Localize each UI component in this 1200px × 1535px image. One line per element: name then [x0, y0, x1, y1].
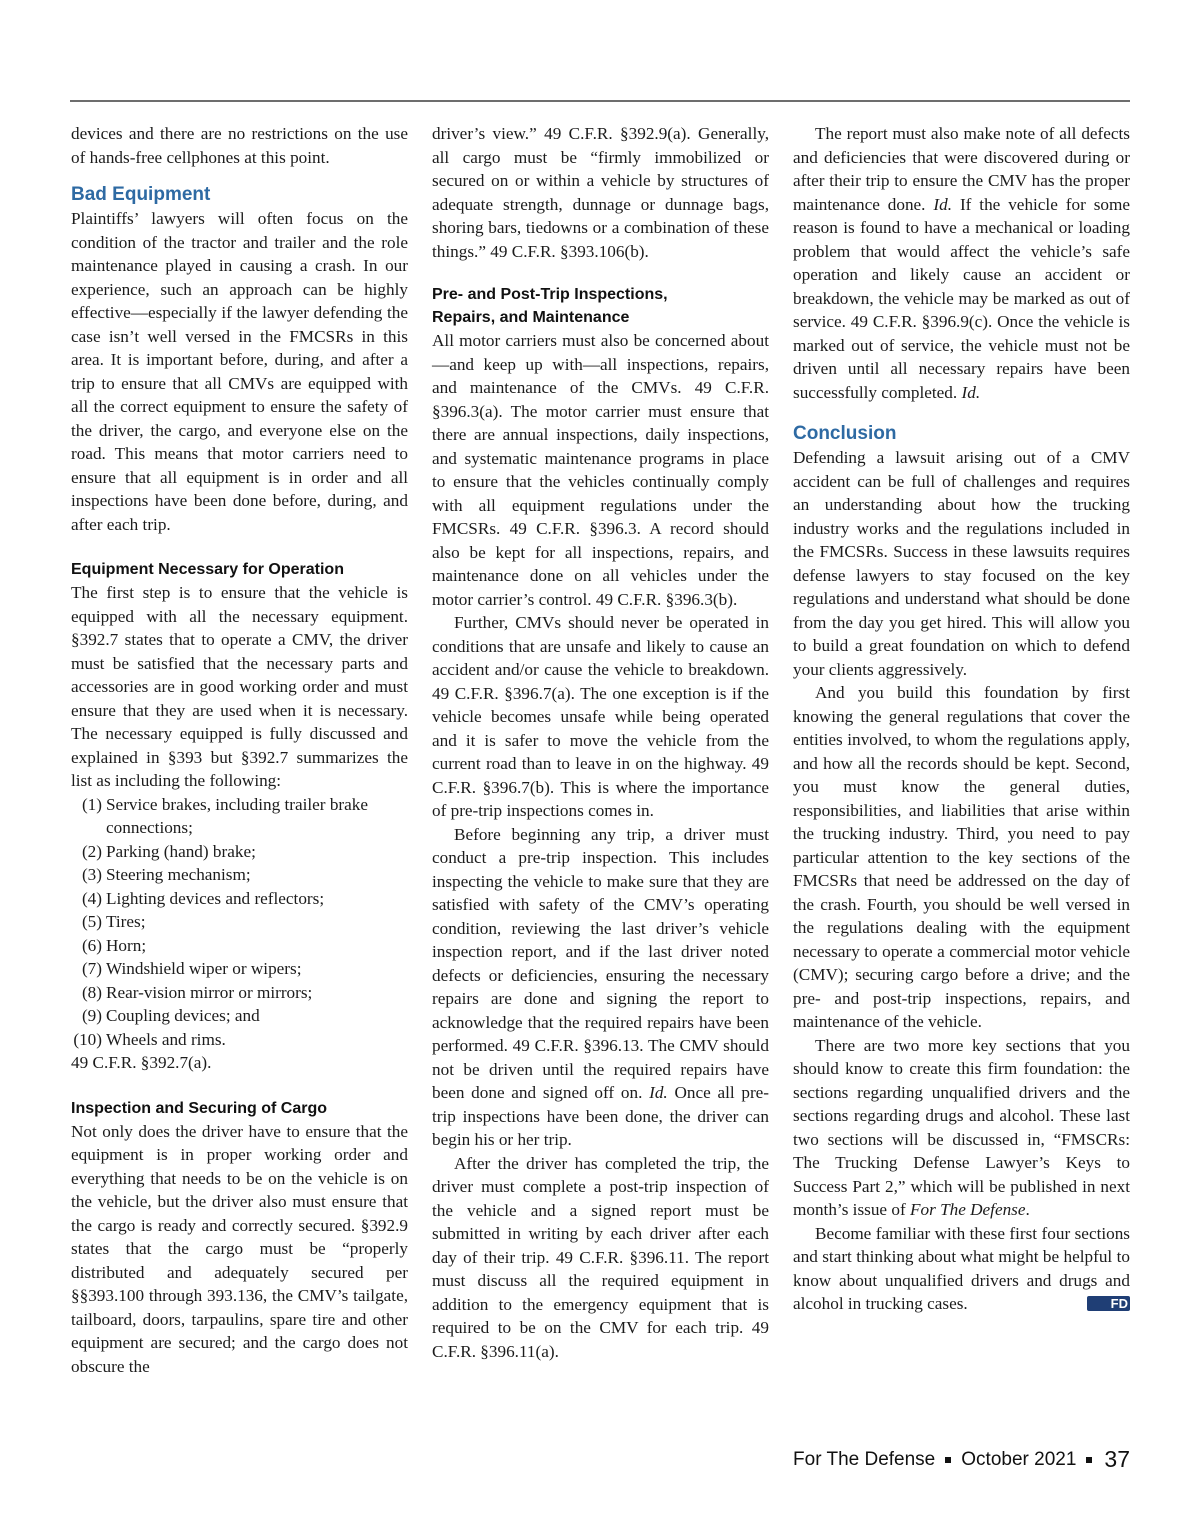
paragraph: Defending a lawsuit arising out of a CMV accident can be full of challenges and requires an understanding about how the trucking industry works and the regulations included in the FMCSRs. Success in these lawsuits requires defense lawyers to stay focused on the key regulations and understand what should be done from the day you get hired. This will allow you to build a great foundation on which to defend your clients aggressively. [793, 448, 1130, 679]
paragraph: And you build this foundation by first knowing the general regulations that cover the entities involved, to whom the regulations apply, and how all the records should be kept. Second, you must know the general duties, responsibilities, and liabilities that arise within the trucking industry. Third, you need to pay particular attention to the key sections of the FMCSRs that need be addressed on the day of the crash. Fourth, you should be well versed in the regulations dealing with the equipment necessary to operate a commercial motor vehicle (CMV); securing cargo before a drive; and the pre- and post-trip inspections, repairs, and maintenance of the vehicle. [793, 683, 1130, 1031]
list-text: Horn; [106, 935, 147, 955]
paragraph [793, 1222, 1130, 1316]
list-text: Rear-vision mirror or mirrors; [106, 982, 313, 1002]
paragraph: The first step is to ensure that the vehicle is equipped with all the necessary equipment. §392.7 states that to operate a CMV, the driver must be satisfied that the necessary parts and accessories are in good working order and must ensure that they are used when it is necessary. The necessary equipped is fully discussed and explained in §393 but §392.7 summarizes the list as including the following: [71, 583, 408, 790]
list-text: Coupling devices; and [106, 1006, 260, 1025]
list-item [71, 793, 408, 840]
list-number: (1) [81, 794, 102, 814]
fd-logo-icon: FD [1087, 1296, 1130, 1311]
list-text: Parking (hand) brake; [106, 841, 256, 861]
column-2 [432, 122, 769, 1363]
top-rule [70, 100, 1130, 102]
list-item [71, 1004, 408, 1028]
list-number: (3) [81, 865, 102, 884]
list-item [71, 981, 408, 1005]
heading-equipment-necessary: Equipment Necessary for Operation [71, 561, 344, 578]
text-run: The report must also make note of all defects and deficiencies that were discovered during or after their trip to ensure the CMV has the proper maintenance done. [793, 124, 1130, 214]
paragraph: devices and there are no restrictions on the use of hands-free cellphones at this point. [71, 124, 408, 167]
list-item [71, 840, 408, 864]
list-number: (8) [81, 982, 102, 1002]
list-item [71, 887, 408, 911]
paragraph [793, 122, 1130, 404]
bullet-icon [1086, 1457, 1092, 1463]
list-item [71, 1028, 408, 1052]
list-item [71, 863, 408, 887]
heading-pre-post-trip [432, 283, 769, 329]
paragraph: driver’s view.” 49 C.F.R. §392.9(a). Generally, all cargo must be “firmly immobilized or secured on or within a vehicle by structures of adequate strength, dunnage or dunnage bags, shoring bars, tiedowns or a combination of these things.” 49 C.F.R. §393.106(b). [432, 124, 769, 261]
equipment-list [71, 793, 408, 1052]
list-number: (7) [81, 959, 102, 978]
list-item [71, 934, 408, 958]
list-text: Windshield wiper or wipers; [106, 959, 302, 978]
list-text: Lighting devices and reflectors; [106, 888, 325, 908]
list-number: (4) [81, 888, 102, 908]
list-item [71, 910, 408, 934]
text-run: Once all pre-trip inspections have been done, the driver can begin his or her trip. [432, 1083, 770, 1149]
list-number: (10) [73, 1029, 102, 1049]
text-run: . [1025, 1200, 1030, 1219]
heading-line: Pre- and Post-Trip Inspections, [432, 286, 668, 303]
page-footer [793, 1446, 1130, 1473]
paragraph: After the driver has completed the trip, the driver must complete a post-trip inspection of the vehicle and a signed report must be submitted in writing by each driver after each day of their trip. 49 C.F.R. §396.11. The report must discuss all the required equipment in addition to the emergency equipment that is required to be on the CMV for each trip. 49 C.F.R. §396.11(a). [432, 1153, 769, 1361]
footer-publication: For The Defense [793, 1448, 936, 1470]
italic-citation: Id. [961, 382, 981, 402]
text-run: Become familiar with these first four sections and start thinking about what might be helpful to know about unqualified drivers and drugs and alcohol in trucking cases. [793, 1223, 1130, 1313]
text-run: Before beginning any trip, a driver must conduct a pre-trip inspection. This includes inspecting the vehicle to make sure that they are satisfied with safety of the CMV’s operating condition, reviewing the last driver’s vehicle inspection report, and if the last driver noted defects or deficiencies, ensuring the necessary repairs are done and signing the report to acknowledge that the required repairs have been performed. 49 C.F.R. §396.13. The CMV should not be driven until the required repairs have been done and signed off on. [432, 824, 769, 1102]
italic-title: For The Defense [909, 1200, 1026, 1219]
list-item [71, 957, 408, 981]
page-number: 37 [1104, 1446, 1130, 1472]
list-text: Wheels and rims. [106, 1029, 226, 1049]
list-number: (9) [81, 1006, 102, 1025]
list-number: (5) [81, 912, 102, 931]
list-text: Service brakes, including trailer brake connections; [106, 794, 369, 837]
italic-citation: Id. [933, 194, 953, 214]
paragraph: Further, CMVs should never be operated in conditions that are unsafe and likely to cause an accident and/or cause the vehicle to breakdown. 49 C.F.R. §396.7(a). The one exception is if the vehicle becomes unsafe while being operated and it is safer to move the vehicle from the current road than to leave in on the highway. 49 C.F.R. §396.7(b). This is where the importance of pre-trip inspections comes in. [432, 613, 769, 820]
paragraph: All motor carriers must also be concerned about—and keep up with—all inspections, repairs, and maintenance of the CMVs. 49 C.F.R. §396.3(a). The motor carrier must ensure that there are annual inspections, daily inspections, and systematic maintenance programs in place to ensure that the vehicles continually comply with all equipment regulations under the FMCSRs. 49 C.F.R. §396.3. A record should also be kept for all inspections, repairs, and maintenance done on all vehicles under the motor carrier’s control. 49 C.F.R. §396.3(b). [432, 331, 769, 609]
italic-citation: Id. [649, 1083, 668, 1102]
footer-date: October 2021 [961, 1448, 1077, 1470]
heading-inspection-cargo: Inspection and Securing of Cargo [71, 1099, 328, 1117]
paragraph: Not only does the driver have to ensure that the equipment is in proper working order and everything that needs to be on the vehicle is on the vehicle, but the driver also must ensure that the cargo is ready and correctly secured. §392.9 states that the cargo must be “properly distributed and adequately secured per §§393.100 through 393.136, the CMV’s tailgate, tailboard, doors, tarpaulins, spare tire and other equipment are secured; and the cargo does not obscure the [71, 1121, 408, 1376]
column-1 [71, 122, 408, 1378]
heading-conclusion: Conclusion [793, 423, 897, 444]
paragraph [793, 1034, 1130, 1222]
heading-line: Repairs, and Maintenance [432, 309, 630, 326]
paragraph: Plaintiffs’ lawyers will often focus on the condition of the tractor and trailer and the role maintenance played in causing a crash. In our experience, such an approach can be highly effective—especially if the lawyer defending the case isn’t well versed in the FMCSRs in this area. It is important before, during, and after a trip to ensure that all CMVs are equipped with all the correct equipment to ensure the safety of the driver, the cargo, and everyone else on the road. This means that motor carriers need to ensure that all equipment is in order and all inspections have been done before, during, and after each trip. [71, 209, 408, 534]
list-text: Tires; [106, 912, 146, 931]
text-run: There are two more key sections that you should know to create this firm foundation: the sections regarding unqualified drivers and the sections regarding drugs and alcohol. These last two sections will be discussed in, “FMSCRs: The Trucking Defense Lawyer’s Keys to Success Part 2,” which will be published in next month’s issue of [793, 1035, 1130, 1219]
list-number: (2) [81, 841, 102, 861]
text-run: If the vehicle for some reason is found to have a mechanical or loading problem that would affect the vehicle’s safe operation and likely cause an accident or breakdown, the vehicle may be marked as out of service. 49 C.F.R. §396.9(c). Once the vehicle is marked out of service, the vehicle must not be driven until all necessary repairs have been successfully completed. [793, 194, 1130, 402]
list-text: Steering mechanism; [106, 865, 251, 884]
paragraph [432, 823, 769, 1152]
bullet-icon [945, 1457, 951, 1463]
citation: 49 C.F.R. §392.7(a). [71, 1053, 212, 1072]
list-number: (6) [81, 935, 102, 955]
column-3 [793, 122, 1130, 1316]
heading-bad-equipment: Bad Equipment [71, 184, 211, 205]
